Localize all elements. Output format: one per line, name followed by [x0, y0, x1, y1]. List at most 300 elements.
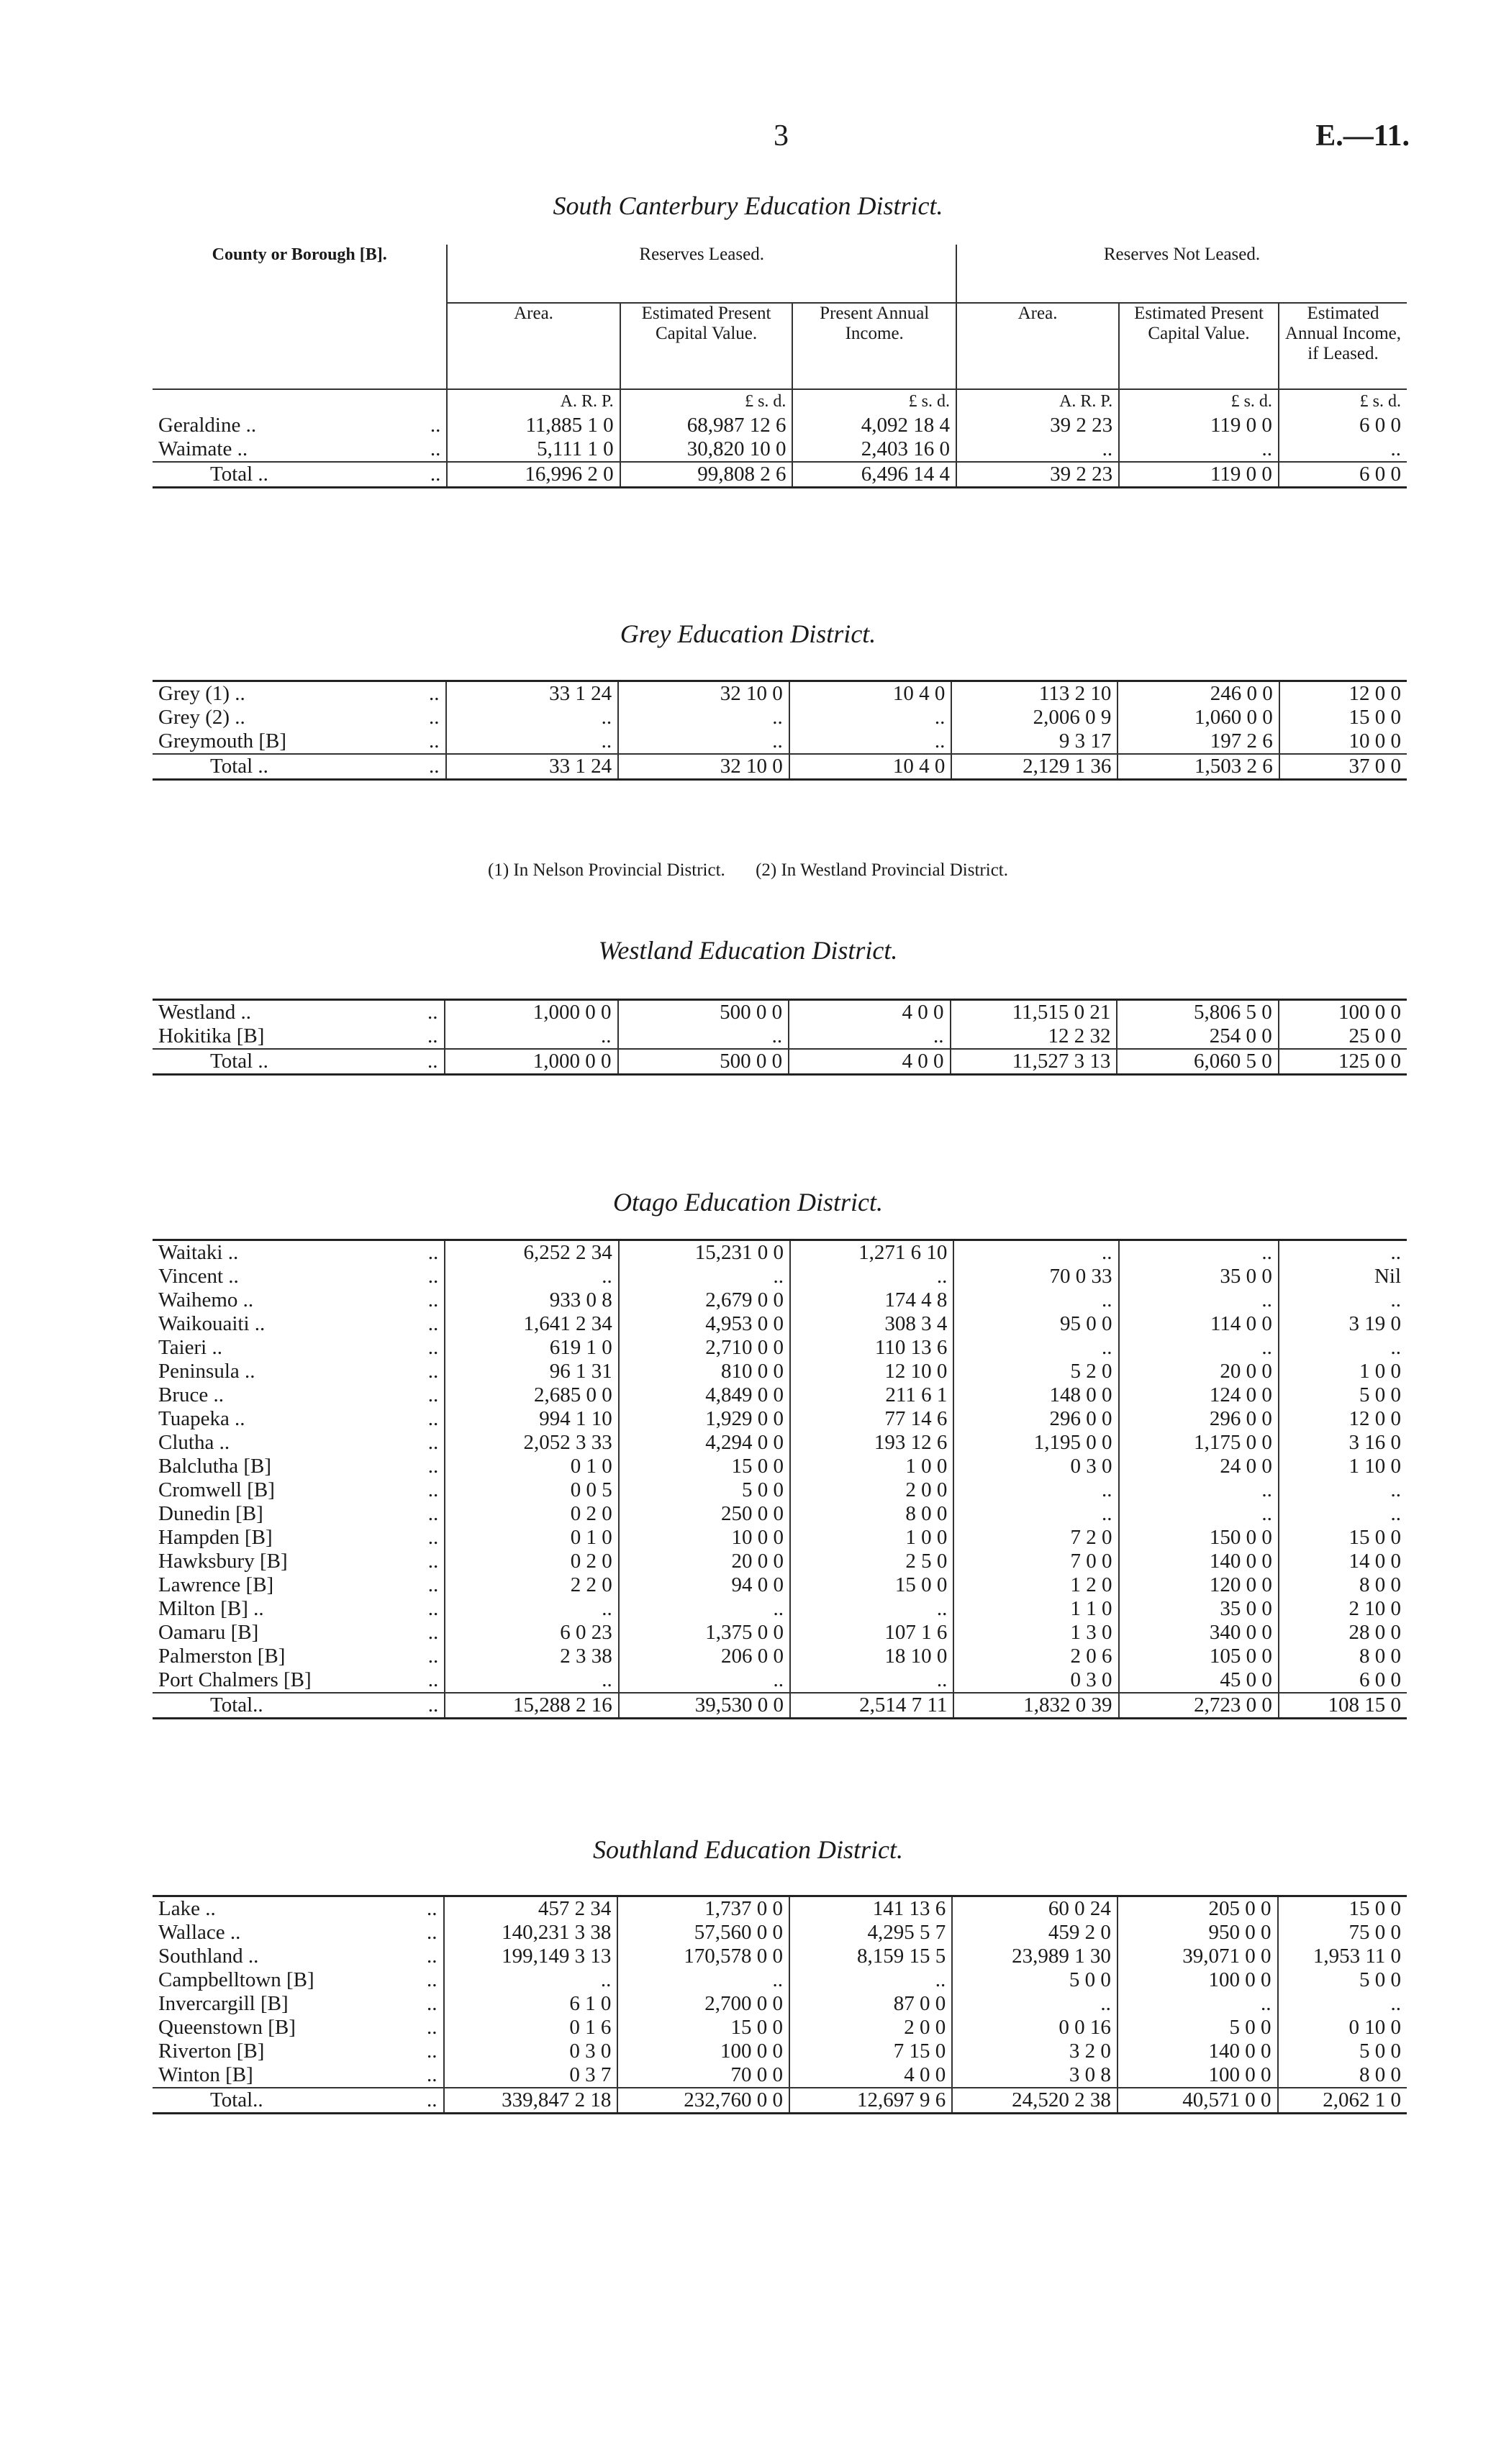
name-text: Hampden [B] — [158, 1526, 273, 1549]
value-cell: 5 0 0 — [1279, 1383, 1407, 1407]
table-body — [153, 1240, 1407, 1719]
value-cell: 40,571 0 0 — [1118, 2088, 1278, 2114]
value-cell: 7 0 0 — [953, 1550, 1118, 1573]
leader-dots: .. — [427, 1645, 439, 1668]
value-cell: 7 15 0 — [789, 2040, 952, 2063]
name-text: Southland .. — [158, 1945, 259, 1968]
value-cell: 100 0 0 — [1118, 2063, 1278, 2088]
leader-dots: .. — [427, 1992, 438, 2015]
value-cell: 105 0 0 — [1119, 1645, 1279, 1668]
value-cell: 6,252 2 34 — [445, 1240, 618, 1265]
name-text: Riverton [B] — [158, 2040, 265, 2063]
leader-dots: .. — [429, 755, 440, 778]
footnotes — [0, 860, 1496, 881]
name-text: Hokitika [B] — [158, 1024, 265, 1047]
county-name — [153, 1407, 445, 1431]
value-cell: 1,195 0 0 — [953, 1431, 1118, 1455]
value-cell: 5 0 0 — [1278, 2040, 1407, 2063]
value-cell: 39 2 23 — [956, 414, 1119, 437]
column-header-est-income: Estimated Annual Income, if Leased. — [1279, 303, 1407, 389]
value-cell: 150 0 0 — [1119, 1526, 1279, 1550]
value-cell: 4 0 0 — [789, 2063, 952, 2088]
table-row — [153, 2063, 1407, 2088]
value-cell: 5 0 0 — [619, 1478, 790, 1502]
county-name — [153, 681, 446, 706]
value-cell: 15,231 0 0 — [619, 1240, 790, 1265]
name-text: Bruce .. — [158, 1383, 224, 1406]
total-label — [153, 462, 447, 488]
value-cell: 2 0 0 — [789, 2016, 952, 2040]
name-text: Oamaru [B] — [158, 1621, 259, 1644]
value-cell: 457 2 34 — [444, 1896, 618, 1922]
value-cell: 0 0 16 — [952, 2016, 1118, 2040]
value-cell: 2,700 0 0 — [617, 1992, 789, 2016]
column-group-reserves-leased: Reserves Leased. — [447, 245, 956, 303]
value-cell: .. — [444, 1968, 618, 1992]
table-row — [153, 2016, 1407, 2040]
table-row — [153, 1024, 1407, 1049]
value-cell: 6,496 14 4 — [792, 462, 956, 488]
unit-label: A. R. P. — [956, 389, 1119, 414]
name-text: Total.. — [210, 2088, 263, 2111]
value-cell: .. — [619, 1597, 790, 1621]
value-cell: 8 0 0 — [1279, 1573, 1407, 1597]
unit-label: £ s. d. — [620, 389, 793, 414]
district-title-grey: Grey Education District. — [620, 619, 876, 648]
value-cell: .. — [789, 706, 952, 729]
value-cell: 8 0 0 — [1279, 1645, 1407, 1668]
value-cell: 141 13 6 — [789, 1896, 952, 1922]
name-text: Lake .. — [158, 1897, 216, 1920]
value-cell: 32 10 0 — [618, 681, 789, 706]
value-cell: 246 0 0 — [1118, 681, 1279, 706]
name-text: Total .. — [210, 463, 268, 486]
value-cell: 6 0 0 — [1279, 1668, 1407, 1693]
leader-dots: .. — [427, 1241, 439, 1264]
county-name — [153, 729, 446, 754]
table-row — [153, 1265, 1407, 1288]
column-group-reserves-not-leased: Reserves Not Leased. — [956, 245, 1407, 303]
leader-dots: .. — [427, 1407, 439, 1430]
value-cell: 87 0 0 — [789, 1992, 952, 2016]
value-cell: 0 1 6 — [444, 2016, 618, 2040]
value-cell: 39,071 0 0 — [1118, 1945, 1278, 1968]
value-cell: 2,710 0 0 — [619, 1336, 790, 1360]
name-text: Peninsula .. — [158, 1360, 255, 1383]
leader-dots: .. — [429, 706, 440, 729]
district-title-westland: Westland Education District. — [598, 936, 898, 965]
leader-dots: .. — [427, 1478, 439, 1501]
value-cell: 0 3 7 — [444, 2063, 618, 2088]
value-cell: 308 3 4 — [790, 1312, 953, 1336]
leader-dots: .. — [427, 1024, 438, 1047]
value-cell: 114 0 0 — [1119, 1312, 1279, 1336]
leader-dots: .. — [427, 2088, 438, 2111]
total-row — [153, 2088, 1407, 2114]
county-name — [153, 437, 447, 462]
value-cell: 994 1 10 — [445, 1407, 618, 1431]
table-row — [153, 1240, 1407, 1265]
value-cell: 211 6 1 — [790, 1383, 953, 1407]
value-cell: 5 0 0 — [1118, 2016, 1278, 2040]
value-cell: .. — [952, 1992, 1118, 2016]
leader-dots: .. — [427, 2040, 438, 2063]
value-cell: 10 0 0 — [619, 1526, 790, 1550]
name-text: Dunedin [B] — [158, 1502, 263, 1525]
leader-dots: .. — [429, 682, 440, 705]
table-row — [153, 1288, 1407, 1312]
value-cell: 0 1 0 — [445, 1526, 618, 1550]
table-grey — [153, 680, 1407, 781]
value-cell: 1,832 0 39 — [953, 1693, 1118, 1719]
value-cell: .. — [446, 729, 619, 754]
leader-dots: .. — [427, 1312, 439, 1335]
county-name — [153, 1896, 444, 1922]
leader-dots: .. — [427, 1597, 439, 1620]
name-text: Greymouth [B] — [158, 729, 286, 753]
value-cell: 619 1 0 — [445, 1336, 618, 1360]
value-cell: Nil — [1279, 1265, 1407, 1288]
value-cell: 1,737 0 0 — [617, 1896, 789, 1922]
value-cell: 94 0 0 — [619, 1573, 790, 1597]
value-cell: .. — [1119, 1478, 1279, 1502]
table-row — [153, 1992, 1407, 2016]
value-cell: 20 0 0 — [1119, 1360, 1279, 1383]
value-cell: 1,953 11 0 — [1278, 1945, 1407, 1968]
name-text: Total .. — [210, 755, 268, 778]
value-cell: 15 0 0 — [1279, 1526, 1407, 1550]
value-cell: 4,295 5 7 — [789, 1921, 952, 1945]
value-cell: 810 0 0 — [619, 1360, 790, 1383]
table-body — [153, 1000, 1407, 1075]
value-cell: 0 2 0 — [445, 1550, 618, 1573]
name-text: Balclutha [B] — [158, 1455, 272, 1478]
leader-dots: .. — [427, 1502, 439, 1525]
value-cell: 2,062 1 0 — [1278, 2088, 1407, 2114]
county-name — [153, 1992, 444, 2016]
name-text: Lawrence [B] — [158, 1573, 274, 1596]
value-cell: 1,000 0 0 — [445, 1049, 618, 1075]
name-text: Clutha .. — [158, 1431, 230, 1454]
value-cell: 1,929 0 0 — [619, 1407, 790, 1431]
table-row — [153, 1968, 1407, 1992]
table-row — [153, 1550, 1407, 1573]
table-row — [153, 1360, 1407, 1383]
leader-dots: .. — [427, 1668, 439, 1691]
value-cell: .. — [953, 1240, 1118, 1265]
value-cell: 12 10 0 — [790, 1360, 953, 1383]
county-name — [153, 1645, 445, 1668]
value-cell: 340 0 0 — [1119, 1621, 1279, 1645]
table-row — [153, 1597, 1407, 1621]
county-name — [153, 2016, 444, 2040]
leader-dots: .. — [427, 1526, 439, 1549]
value-cell: 16,996 2 0 — [447, 462, 620, 488]
name-text: Waitaki .. — [158, 1241, 239, 1264]
total-label — [153, 1693, 445, 1719]
value-cell: 5,806 5 0 — [1117, 1000, 1278, 1025]
value-cell: 110 13 6 — [790, 1336, 953, 1360]
value-cell: 4,849 0 0 — [619, 1383, 790, 1407]
value-cell: .. — [1279, 437, 1407, 462]
county-name — [153, 1945, 444, 1968]
value-cell: 107 1 6 — [790, 1621, 953, 1645]
value-cell: 2,006 0 9 — [951, 706, 1118, 729]
name-text: Queenstown [B] — [158, 2016, 296, 2039]
leader-dots: .. — [427, 1897, 438, 1920]
table-otago — [153, 1239, 1407, 1719]
value-cell: 11,515 0 21 — [951, 1000, 1118, 1025]
unit-label: £ s. d. — [1279, 389, 1407, 414]
leader-dots: .. — [429, 729, 440, 753]
value-cell: .. — [618, 706, 789, 729]
value-cell: 2 10 0 — [1279, 1597, 1407, 1621]
county-name — [153, 1336, 445, 1360]
value-cell: 0 0 5 — [445, 1478, 618, 1502]
value-cell: 25 0 0 — [1279, 1024, 1407, 1049]
value-cell: 39,530 0 0 — [619, 1693, 790, 1719]
value-cell: 6 0 0 — [1279, 462, 1407, 488]
value-cell: 250 0 0 — [619, 1502, 790, 1526]
leader-dots: .. — [427, 1550, 439, 1573]
value-cell: 33 1 24 — [446, 754, 619, 780]
value-cell: 15 0 0 — [617, 2016, 789, 2040]
name-text: Campbelltown [B] — [158, 1968, 314, 1991]
county-name — [153, 1455, 445, 1478]
value-cell: 23,989 1 30 — [952, 1945, 1118, 1968]
table-row — [153, 706, 1407, 729]
name-text: Waihemo .. — [158, 1288, 254, 1311]
value-cell: 1,375 0 0 — [619, 1621, 790, 1645]
value-cell: 459 2 0 — [952, 1921, 1118, 1945]
county-name — [153, 1383, 445, 1407]
value-cell: .. — [1119, 1240, 1279, 1265]
county-name — [153, 1550, 445, 1573]
value-cell: 57,560 0 0 — [617, 1921, 789, 1945]
value-cell: 5 2 0 — [953, 1360, 1118, 1383]
total-row — [153, 1693, 1407, 1719]
value-cell: .. — [1119, 1288, 1279, 1312]
county-name — [153, 1502, 445, 1526]
name-text: Milton [B] .. — [158, 1597, 264, 1620]
county-name — [153, 1431, 445, 1455]
value-cell: 20 0 0 — [619, 1550, 790, 1573]
name-text: Invercargill [B] — [158, 1992, 289, 2015]
value-cell: .. — [445, 1024, 618, 1049]
value-cell: 2,723 0 0 — [1119, 1693, 1279, 1719]
name-text: Total.. — [210, 1694, 263, 1717]
value-cell: .. — [1279, 1288, 1407, 1312]
value-cell: 75 0 0 — [1278, 1921, 1407, 1945]
value-cell: 170,578 0 0 — [617, 1945, 789, 1968]
total-row — [153, 754, 1407, 780]
value-cell: 18 10 0 — [790, 1645, 953, 1668]
value-cell: .. — [618, 729, 789, 754]
leader-dots: .. — [427, 1383, 439, 1406]
value-cell: 2 3 38 — [445, 1645, 618, 1668]
value-cell: 2,129 1 36 — [951, 754, 1118, 780]
value-cell: .. — [445, 1597, 618, 1621]
county-name — [153, 1265, 445, 1288]
value-cell: 100 0 0 — [1279, 1000, 1407, 1025]
table-body — [153, 1896, 1407, 2114]
table-southland — [153, 1895, 1407, 2114]
table-row — [153, 1526, 1407, 1550]
value-cell: 30,820 10 0 — [620, 437, 793, 462]
value-cell: 8,159 15 5 — [789, 1945, 952, 1968]
leader-dots: .. — [427, 1001, 438, 1024]
county-name — [153, 1597, 445, 1621]
table-westland — [153, 999, 1407, 1076]
value-cell: 15 0 0 — [1279, 706, 1407, 729]
value-cell: .. — [1279, 1478, 1407, 1502]
value-cell: .. — [1279, 1240, 1407, 1265]
value-cell: 197 2 6 — [1118, 729, 1279, 754]
value-cell: .. — [445, 1265, 618, 1288]
header-group-row — [153, 245, 1407, 303]
value-cell: 140,231 3 38 — [444, 1921, 618, 1945]
value-cell: 2,679 0 0 — [619, 1288, 790, 1312]
value-cell: 3 2 0 — [952, 2040, 1118, 2063]
value-cell: .. — [953, 1288, 1118, 1312]
value-cell: .. — [619, 1265, 790, 1288]
value-cell: 174 4 8 — [790, 1288, 953, 1312]
county-name — [153, 1288, 445, 1312]
value-cell: 2 2 0 — [445, 1573, 618, 1597]
name-text: Grey (2) .. — [158, 706, 245, 729]
value-cell: 0 1 0 — [445, 1455, 618, 1478]
value-cell: 3 16 0 — [1279, 1431, 1407, 1455]
table-row — [153, 414, 1407, 437]
value-cell: .. — [953, 1502, 1118, 1526]
value-cell: .. — [789, 1968, 952, 1992]
value-cell: 10 0 0 — [1279, 729, 1407, 754]
value-cell: .. — [1119, 1502, 1279, 1526]
value-cell: .. — [1279, 1502, 1407, 1526]
value-cell: 15 0 0 — [1278, 1896, 1407, 1922]
name-text: Westland .. — [158, 1001, 251, 1024]
county-name — [153, 1968, 444, 1992]
unit-label: £ s. d. — [1119, 389, 1279, 414]
value-cell: .. — [953, 1336, 1118, 1360]
leader-dots: .. — [427, 1431, 439, 1454]
value-cell: 1,271 6 10 — [790, 1240, 953, 1265]
value-cell: 39 2 23 — [956, 462, 1119, 488]
value-cell: 32 10 0 — [618, 754, 789, 780]
value-cell: .. — [789, 1024, 950, 1049]
column-header-present-income: Present Annual Income. — [792, 303, 956, 389]
leader-dots: .. — [427, 1694, 439, 1717]
value-cell: 6 0 0 — [1279, 414, 1407, 437]
value-cell: 4,092 18 4 — [792, 414, 956, 437]
value-cell: 108 15 0 — [1279, 1693, 1407, 1719]
county-name — [153, 414, 447, 437]
value-cell: 120 0 0 — [1119, 1573, 1279, 1597]
county-name — [153, 1360, 445, 1383]
value-cell: 12 0 0 — [1279, 681, 1407, 706]
table-row — [153, 1336, 1407, 1360]
leader-dots: .. — [427, 1336, 439, 1359]
value-cell: 339,847 2 18 — [444, 2088, 618, 2114]
value-cell: 8 0 0 — [1278, 2063, 1407, 2088]
value-cell: 140 0 0 — [1118, 2040, 1278, 2063]
value-cell: .. — [790, 1668, 953, 1693]
value-cell: 0 2 0 — [445, 1502, 618, 1526]
value-cell: 4 0 0 — [789, 1000, 950, 1025]
total-row — [153, 1049, 1407, 1075]
county-name — [153, 2040, 444, 2063]
value-cell: .. — [445, 1668, 618, 1693]
name-text: Waikouaiti .. — [158, 1312, 266, 1335]
value-cell: 5 0 0 — [952, 1968, 1118, 1992]
value-cell: 35 0 0 — [1119, 1597, 1279, 1621]
value-cell: 6 1 0 — [444, 1992, 618, 2016]
name-text: Vincent .. — [158, 1265, 239, 1288]
value-cell: 119 0 0 — [1119, 462, 1279, 488]
leader-dots: .. — [427, 1265, 439, 1288]
leader-dots: .. — [430, 437, 441, 460]
value-cell: .. — [1118, 1992, 1278, 2016]
value-cell: 0 3 0 — [953, 1455, 1118, 1478]
value-cell: 1 10 0 — [1279, 1455, 1407, 1478]
value-cell: 5,111 1 0 — [447, 437, 620, 462]
county-name — [153, 706, 446, 729]
value-cell: 0 10 0 — [1278, 2016, 1407, 2040]
value-cell: 4 0 0 — [789, 1049, 950, 1075]
table-row — [153, 437, 1407, 462]
name-text: Tuapeka .. — [158, 1407, 245, 1430]
value-cell: 124 0 0 — [1119, 1383, 1279, 1407]
value-cell: .. — [1119, 437, 1279, 462]
value-cell: 125 0 0 — [1279, 1049, 1407, 1075]
value-cell: 2,052 3 33 — [445, 1431, 618, 1455]
value-cell: .. — [1119, 1336, 1279, 1360]
column-header-area-not-leased: Area. — [956, 303, 1119, 389]
value-cell: 113 2 10 — [951, 681, 1118, 706]
value-cell: .. — [790, 1265, 953, 1288]
name-text: Port Chalmers [B] — [158, 1668, 312, 1691]
total-label — [153, 1049, 445, 1075]
table-row — [153, 1945, 1407, 1968]
leader-dots: .. — [430, 414, 441, 437]
name-text: Wallace .. — [158, 1921, 241, 1944]
value-cell: 24,520 2 38 — [952, 2088, 1118, 2114]
value-cell: 3 19 0 — [1279, 1312, 1407, 1336]
value-cell: 11,527 3 13 — [951, 1049, 1118, 1075]
total-row — [153, 462, 1407, 488]
value-cell: 60 0 24 — [952, 1896, 1118, 1922]
value-cell: 1,641 2 34 — [445, 1312, 618, 1336]
value-cell: 2 0 6 — [953, 1645, 1118, 1668]
district-title-south-canterbury: South Canterbury Education District. — [553, 191, 943, 220]
footnote: (1) In Nelson Provincial District. — [488, 860, 725, 880]
value-cell: 6,060 5 0 — [1117, 1049, 1278, 1075]
county-name — [153, 1478, 445, 1502]
leader-dots: .. — [427, 1288, 439, 1311]
column-header-area: Area. — [447, 303, 620, 389]
value-cell: .. — [619, 1668, 790, 1693]
value-cell: 254 0 0 — [1117, 1024, 1278, 1049]
value-cell: 24 0 0 — [1119, 1455, 1279, 1478]
value-cell: .. — [1279, 1336, 1407, 1360]
value-cell: 2,514 7 11 — [790, 1693, 953, 1719]
value-cell: 1 0 0 — [790, 1526, 953, 1550]
name-text: Total .. — [210, 1050, 268, 1073]
value-cell: 12,697 9 6 — [789, 2088, 952, 2114]
table-row — [153, 1383, 1407, 1407]
table-body — [153, 414, 1407, 488]
value-cell: 11,885 1 0 — [447, 414, 620, 437]
